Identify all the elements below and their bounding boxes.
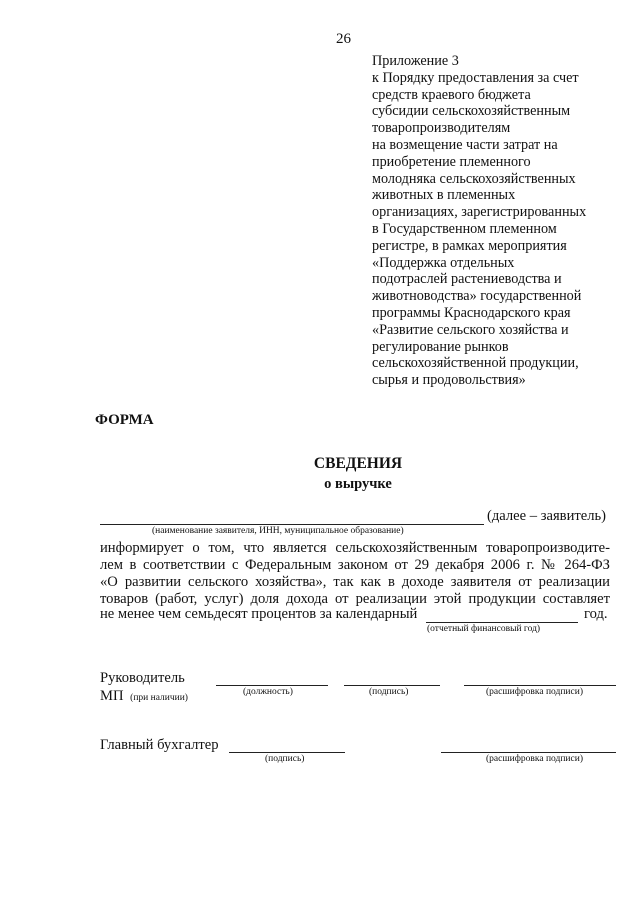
appendix-line: Приложение 3	[372, 53, 459, 69]
year-suffix: год.	[584, 606, 608, 622]
body-line: лем в соответствии с Федеральным законом от 29 декабря 2006 г. № 264-ФЗ	[100, 557, 610, 573]
position-caption: (должность)	[243, 687, 293, 697]
year-field[interactable]	[426, 622, 578, 623]
head-decoding-caption: (расшифровка подписи)	[486, 687, 583, 697]
mp-text: МП	[100, 688, 124, 704]
year-caption: (отчетный финансовый год)	[427, 624, 541, 634]
accountant-signature-caption: (подпись)	[265, 754, 305, 764]
appendix-line: организациях, зарегистрированных	[372, 204, 587, 221]
accountant-signature-field[interactable]	[229, 752, 345, 753]
appendix-line: средств краевого бюджета	[372, 86, 531, 103]
last-line-text: не менее чем семьдесят процентов за календарный	[100, 606, 418, 622]
appendix-line: субсидии сельскохозяйственным	[372, 103, 571, 120]
appendix-line: товаропроизводителям	[372, 120, 511, 137]
document-title: СВЕДЕНИЯ	[313, 455, 403, 472]
appendix-line: животных в племенных	[372, 187, 516, 204]
position-field[interactable]	[216, 685, 328, 686]
head-signature-caption: (подпись)	[369, 687, 409, 697]
head-signature-field[interactable]	[344, 685, 440, 686]
applicant-caption: (наименование заявителя, ИНН, муниципальное образование)	[152, 526, 404, 536]
appendix-line: животноводства» государственной	[372, 288, 582, 305]
appendix-line: подотраслей растениеводства и	[372, 271, 562, 288]
document-subtitle: о выручке	[324, 476, 392, 492]
head-decoding-field[interactable]	[464, 685, 616, 686]
appendix-line: приобретение племенного	[372, 153, 531, 170]
appendix-line: регулирование рынков	[372, 338, 509, 355]
accountant-decoding-field[interactable]	[441, 752, 616, 753]
appendix-line: «Поддержка отдельных	[372, 254, 515, 271]
appendix-line: сырья и продовольствия»	[372, 372, 526, 389]
applicant-suffix: (далее – заявитель)	[487, 508, 607, 524]
page-number: 26	[336, 31, 351, 47]
form-label: ФОРМА	[95, 412, 154, 428]
accountant-label: Главный бухгалтер	[100, 737, 219, 753]
accountant-decoding-caption: (расшифровка подписи)	[486, 754, 583, 764]
appendix-header	[372, 53, 622, 389]
appendix-line: программы Краснодарского края	[372, 304, 571, 321]
appendix-line: молодняка сельскохозяйственных	[372, 170, 576, 187]
appendix-line: сельскохозяйственной продукции,	[372, 355, 579, 372]
mp-label	[100, 688, 188, 705]
body-line: «О развитии сельского хозяйства», так как в доходе заявителя от реализации	[100, 574, 610, 590]
applicant-name-field[interactable]	[100, 524, 484, 525]
head-label: Руководитель	[100, 670, 185, 686]
body-line: товаров (работ, услуг) доля дохода от реализации этой продукции составляет	[100, 591, 610, 607]
mp-note: (при наличии)	[130, 693, 188, 703]
appendix-line: на возмещение части затрат на	[372, 136, 558, 153]
appendix-line: к Порядку предоставления за счет	[372, 69, 579, 86]
appendix-line: регистре, в рамках мероприятия	[372, 237, 567, 254]
appendix-line: в Государственном племенном	[372, 220, 557, 237]
body-line: информирует о том, что является сельскохозяйственным товаропроизводите-	[100, 540, 610, 556]
appendix-line: «Развитие сельского хозяйства и	[372, 321, 569, 338]
